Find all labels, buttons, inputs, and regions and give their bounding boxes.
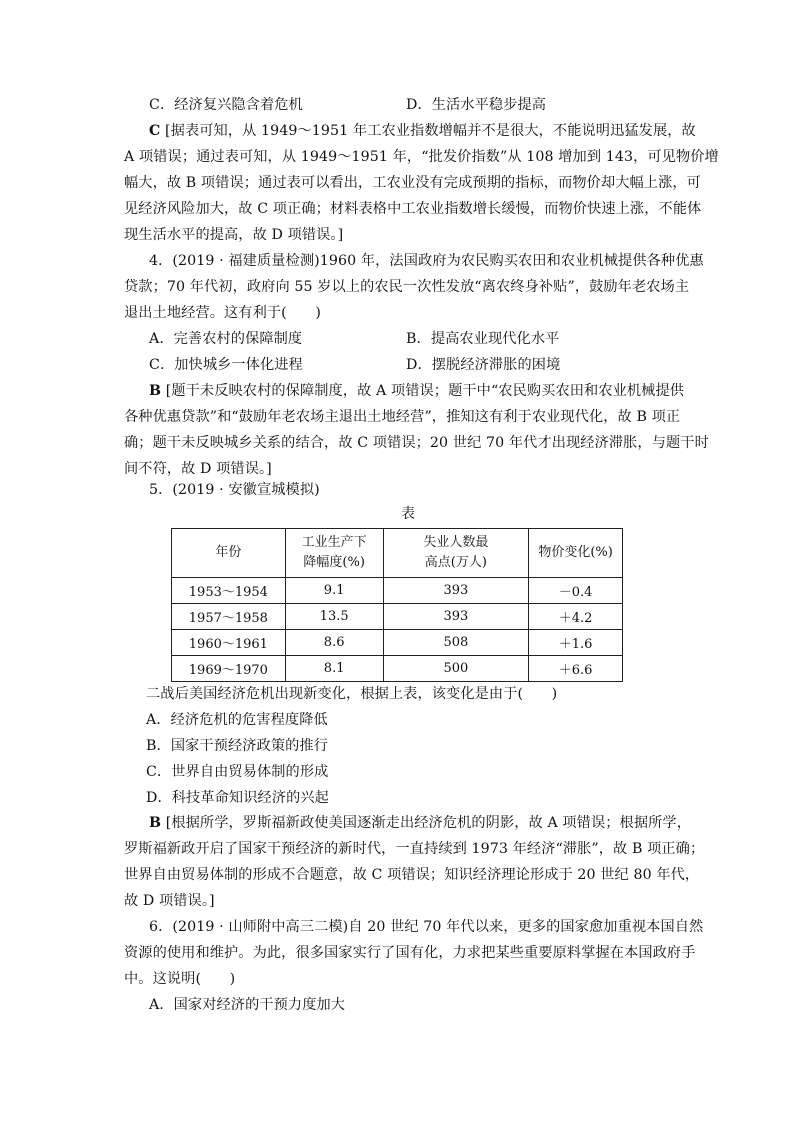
table-cell: 393: [383, 578, 529, 604]
header-unemployment-line-2: 高点(万人): [424, 555, 487, 570]
q4-explanation-text-1: [题干未反映农村的保障制度，故 A 项错误；题干中“农民购买农田和农业机械提供: [165, 383, 685, 399]
table-cell: 1960～1961: [172, 630, 286, 656]
q4-explanation-line-2: 各种优惠贷款”和“鼓励年老农场主退出土地经营”，推知这有利于农业现代化，故 B 项正: [124, 409, 681, 425]
table-cell: －0.4: [529, 578, 623, 604]
q5-option-b: B．国家干预经济政策的推行: [146, 738, 328, 754]
table-cell: 13.5: [285, 604, 383, 630]
table-cell: 508: [383, 630, 529, 656]
q5-explanation-text-1: [根据所学，罗斯福新政使美国逐渐走出经济危机的阴影，故 A 项错误；根据所学，: [165, 815, 691, 831]
q5-explanation-line-3: 世界自由贸易体制的形成不合题意，故 C 项错误；知识经济理论形成于 20 世纪 80 年代，: [124, 867, 700, 883]
q4-option-c: C．加快城乡一体化进程: [149, 357, 303, 373]
table-cell: ＋1.6: [529, 630, 623, 656]
header-unemployment-line-1: 失业人数最: [423, 535, 489, 550]
header-industry-line-1: 工业生产下: [301, 535, 367, 550]
q3-explanation-line-5: 现生活水平的提高，故 D 项错误。]: [124, 227, 344, 243]
table-cell: ＋6.6: [529, 656, 623, 682]
q6-stem-line-1: 6．(2019 · 山师附中高三二模)自 20 世纪 70 年代以来，更多的国家愈加重视本国自然: [149, 919, 704, 935]
table-header-cell: [285, 529, 383, 578]
q5-explanation-line-4: 故 D 项错误。]: [124, 893, 215, 909]
table-cell: 1953～1954: [172, 578, 286, 604]
header-industry-line-2: 降幅度(%): [303, 555, 365, 570]
q4-stem-line-1: 4．(2019 · 福建质量检测)1960 年，法国政府为农民购买农田和农业机械提供各种优惠: [149, 253, 704, 269]
table-row: [172, 604, 623, 630]
q3-explanation-line-3: 幅大，故 B 项错误；通过表可以看出，工农业没有完成预期的指标，而物价却大幅上涨，可: [124, 175, 701, 191]
header-year: 年份: [215, 545, 242, 560]
table-header-cell: [529, 529, 623, 578]
q5-answer-letter: B: [149, 815, 162, 831]
q3-answer-letter: C: [149, 123, 161, 139]
q4-answer-letter: B: [149, 383, 162, 399]
q3-option-c: C．经济复兴隐含着危机: [149, 97, 303, 113]
q4-option-d: D．摆脱经济滞胀的困境: [406, 357, 561, 373]
q6-stem-line-3: 中。这说明( ): [124, 971, 236, 987]
table-row: [172, 656, 623, 682]
q4-option-b: B．提高农业现代化水平: [406, 331, 560, 347]
table-cell: 8.1: [285, 656, 383, 682]
q4-stem-line-2: 贷款；70 年代初，政府向 55 岁以上的农民一次性发放“离农终身补贴”，鼓励年老农场主: [124, 279, 690, 295]
q5-question: 二战后美国经济危机出现新变化，根据上表，该变化是由于( ): [146, 686, 558, 702]
table-cell: 1957～1958: [172, 604, 286, 630]
q6-option-a: A．国家对经济的干预力度加大: [149, 997, 346, 1013]
q3-explanation-line-1: [149, 121, 696, 141]
table-cell: 8.6: [285, 630, 383, 656]
q3-explanation-text-1: [据表可知，从 1949～1951 年工农业指数增幅并不是很大，不能说明迅猛发展，故: [165, 123, 696, 139]
q3-explanation-line-2: A 项错误；通过表可知，从 1949～1951 年，“批发价指数”从 108 增加到 143，可见物价增: [124, 149, 719, 165]
table-cell: 9.1: [285, 578, 383, 604]
q4-explanation-line-1: [149, 381, 684, 401]
q4-explanation-line-4: 间不符，故 D 项错误。]: [124, 461, 272, 477]
q4-explanation-line-3: 确；题干未反映城乡关系的结合，故 C 项错误；20 世纪 70 年代才出现经济滞胀，与题干时: [124, 435, 709, 451]
header-price: 物价变化(%): [538, 545, 613, 560]
table-cell: ＋4.2: [529, 604, 623, 630]
table-header-row: [172, 529, 623, 578]
q5-option-c: C．世界自由贸易体制的形成: [146, 764, 329, 780]
q5-explanation-line-2: 罗斯福新政开启了国家干预经济的新时代，一直持续到 1973 年经济“滞胀”，故 B 项正确；: [124, 841, 705, 857]
q5-option-a: A．经济危机的危害程度降低: [146, 712, 328, 728]
table-caption: 表: [401, 506, 415, 522]
q4-option-a: A．完善农村的保障制度: [149, 331, 303, 347]
q6-stem-line-2: 资源的使用和维护。为此，很多国家实行了国有化，力求把某些重要原料掌握在本国政府手: [124, 945, 696, 961]
q3-option-d: D．生活水平稳步提高: [406, 97, 547, 113]
q5-option-d: D．科技革命知识经济的兴起: [146, 790, 329, 806]
table-cell: 393: [383, 604, 529, 630]
table-cell: 1969～1970: [172, 656, 286, 682]
q4-stem-line-3: 退出土地经营。这有利于( ): [124, 305, 322, 321]
table-row: [172, 630, 623, 656]
table-header-cell: [172, 529, 286, 578]
table-cell: 500: [383, 656, 529, 682]
data-table: [171, 528, 623, 682]
q3-explanation-line-4: 见经济风险加大，故 C 项正确；材料表格中工农业指数增长缓慢，而物价快速上涨，不能体: [124, 201, 702, 217]
table-row: [172, 578, 623, 604]
q5-explanation-line-1: [149, 813, 691, 833]
q5-stem: 5．(2019 · 安徽宣城模拟): [149, 482, 320, 498]
table-header-cell: [383, 529, 529, 578]
